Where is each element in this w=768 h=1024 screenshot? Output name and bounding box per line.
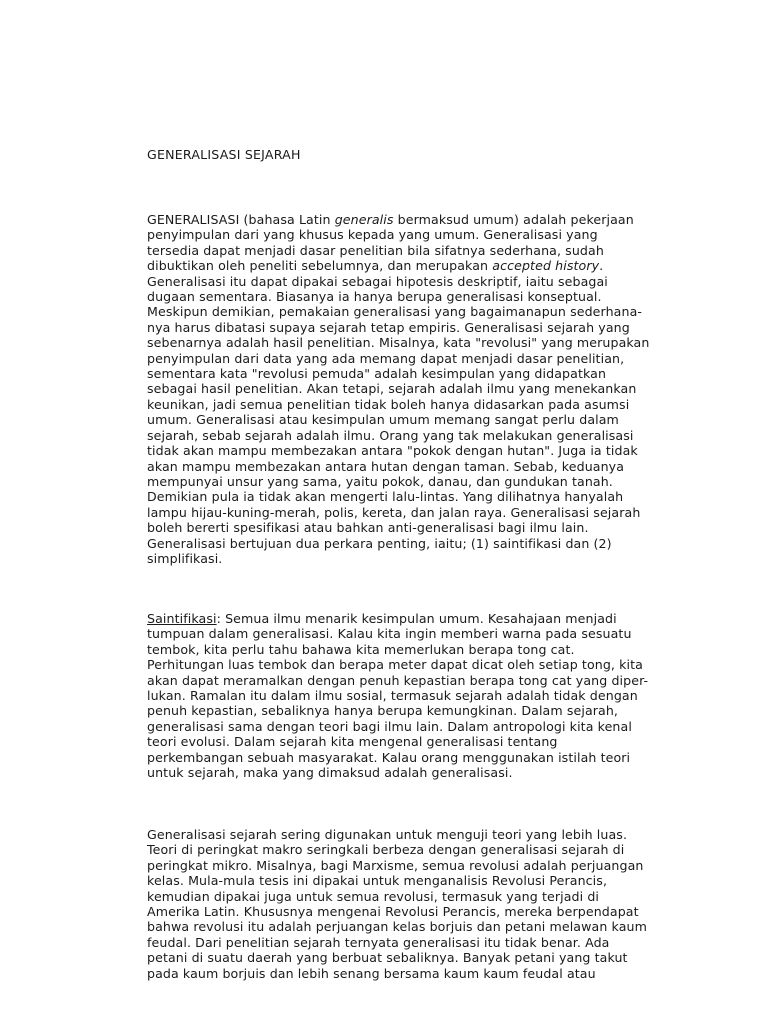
underlined-term: Saintifikasi — [147, 611, 217, 626]
text-line: Teori di peringkat makro seringkali berbeza dengan generalisasi sejarah di — [147, 842, 625, 858]
text-line: umum. Generalisasi atau kesimpulan umum memang sangat perlu dalam — [147, 412, 619, 428]
text-line: tembok, kita perlu tahu bahawa kita memerlukan berapa tong cat. — [147, 641, 575, 657]
text-line: simplifikasi. — [147, 550, 223, 566]
text-line: mempunyai unsur yang sama, yaitu pokok, danau, dan gundukan tanah. — [147, 473, 613, 489]
text-line: keunikan, jadi semua penelitian tidak boleh hanya didasarkan pada asumsi — [147, 396, 630, 412]
text-line: boleh bererti spesifikasi atau bahkan anti-generalisasi bagi ilmu lain. — [147, 520, 589, 536]
text-line: penyimpulan dari data yang ada memang dapat menjadi dasar penelitian, — [147, 350, 625, 366]
text-line: Generalisasi itu dapat dipakai sebagai hipotesis deskriptif, iaitu sebagai — [147, 273, 608, 289]
text-line: tersedia dapat menjadi dasar penelitian bila sifatnya sederhana, sudah — [147, 242, 604, 258]
text-line: Demikian pula ia tidak akan mengerti lalu-lintas. Yang dilihatnya hanyalah — [147, 489, 624, 505]
text-line: bahwa revolusi itu adalah perjuangan kelas borjuis dan petani melawan kaum — [147, 919, 647, 935]
text-line: sebenarnya adalah hasil penelitian. Misalnya, kata "revolusi" yang merupakan — [147, 335, 650, 351]
text-line: kelas. Mula-mula tesis ini dipakai untuk menganalisis Revolusi Perancis, — [147, 873, 608, 889]
text-line: sebagai hasil penelitian. Akan tetapi, sejarah adalah ilmu yang menekankan — [147, 381, 637, 397]
paragraph-saintifikasi — [147, 611, 667, 780]
text-line: kemudian dipakai juga untuk semua revolusi, termasuk yang terjadi di — [147, 888, 600, 904]
text-line: Perhitungan luas tembok dan berapa meter dapat dicat oleh setiap tong, kita — [147, 657, 643, 673]
text-line: penyimpulan dari yang khusus kepada yang umum. Generalisasi yang — [147, 227, 598, 243]
paragraph-teori — [147, 827, 667, 981]
text-line: untuk sejarah, maka yang dimaksud adalah generalisasi. — [147, 765, 513, 781]
text-line: Meskipun demikian, pemakaian generalisasi yang bagaimanapun sederhana- — [147, 304, 643, 320]
document-title: GENERALISASI SEJARAH — [147, 147, 301, 162]
paragraph-generalisasi — [147, 212, 667, 566]
text-line: petani di suatu daerah yang berbuat sebaliknya. Banyak petani yang takut — [147, 950, 628, 966]
text-line: akan mampu membezakan antara hutan dengan taman. Sebab, keduanya — [147, 458, 625, 474]
text-line: Amerika Latin. Khususnya mengenai Revolusi Perancis, mereka berpendapat — [147, 904, 639, 920]
text-line: sejarah, sebab sejarah adalah ilmu. Orang yang tak melakukan generalisasi — [147, 427, 634, 443]
text-line: tidak akan mampu membezakan antara "pokok dengan hutan". Juga ia tidak — [147, 443, 638, 459]
text-line: GENERALISASI (bahasa Latin generalis bermaksud umum) adalah pekerjaan — [147, 212, 634, 227]
text-line: pada kaum borjuis dan lebih senang bersama kaum kaum feudal atau — [147, 965, 596, 981]
italic-term: generalis — [334, 212, 394, 227]
text-line: perkembangan sebuah masyarakat. Kalau orang menggunakan istilah teori — [147, 749, 631, 765]
text-line: feudal. Dari penelitian sejarah ternyata generalisasi itu tidak benar. Ada — [147, 934, 610, 950]
text-line: lukan. Ramalan itu dalam ilmu sosial, termasuk sejarah adalah tidak dengan — [147, 688, 638, 704]
text-line: dugaan sementara. Biasanya ia hanya berupa generalisasi konseptual. — [147, 289, 602, 305]
text-line: peringkat mikro. Misalnya, bagi Marxisme, semua revolusi adalah perjuangan — [147, 857, 644, 873]
text-line: lampu hijau-kuning-merah, polis, kereta, dan jalan raya. Generalisasi sejarah — [147, 504, 641, 520]
text-line: generalisasi sama dengan teori bagi ilmu lain. Dalam antropologi kita kenal — [147, 718, 632, 734]
text-line: Saintifikasi: Semua ilmu menarik kesimpulan umum. Kesahajaan menjadi — [147, 611, 617, 626]
text-line: teori evolusi. Dalam sejarah kita mengenal generalisasi tentang — [147, 734, 558, 750]
text-line: tumpuan dalam generalisasi. Kalau kita ingin memberi warna pada sesuatu — [147, 626, 632, 642]
text-line: penuh kepastian, sebaliknya hanya berupa kemungkinan. Dalam sejarah, — [147, 703, 619, 719]
text-line: sementara kata "revolusi pemuda" adalah kesimpulan yang didapatkan — [147, 366, 607, 382]
text-line: Generalisasi bertujuan dua perkara penting, iaitu; (1) saintifikasi dan (2) — [147, 535, 612, 551]
text-line: nya harus dibatasi supaya sejarah tetap empiris. Generalisasi sejarah yang — [147, 319, 630, 335]
text-line: akan dapat meramalkan dengan penuh kepastian berapa tong cat yang diper- — [147, 672, 649, 688]
italic-term: accepted history — [492, 258, 600, 274]
text-line: dibuktikan oleh peneliti sebelumnya, dan merupakan accepted history. — [147, 258, 604, 274]
text-line: Generalisasi sejarah sering digunakan untuk menguji teori yang lebih luas. — [147, 827, 628, 842]
